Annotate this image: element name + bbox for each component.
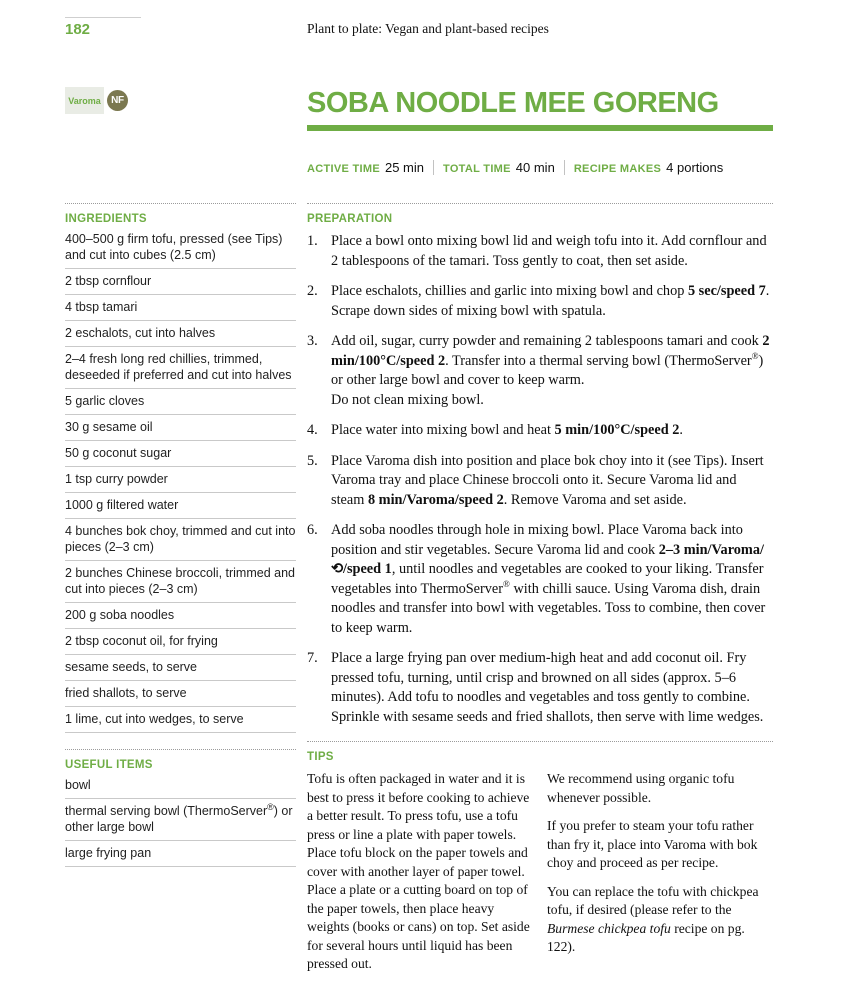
ingredient-item: 1 lime, cut into wedges, to serve: [65, 707, 296, 733]
useful-items-list: [65, 773, 296, 867]
tip-paragraph: [547, 770, 773, 807]
text-segment: . Transfer into a thermal serving bowl (ThermoServer: [445, 352, 752, 369]
ingredient-item: 1000 g filtered water: [65, 493, 296, 519]
text-segment: Do not clean mixing bowl.: [331, 391, 484, 408]
page-number-block: [65, 17, 141, 38]
varoma-badge: Varoma: [65, 87, 104, 114]
running-header: Plant to plate: Vegan and plant-based recipes: [307, 21, 549, 36]
text-segment: Place water into mixing bowl and heat: [331, 422, 555, 438]
machine-setting-text: 5 min/100°C/speed 2: [554, 422, 680, 438]
registered-mark: ®: [751, 350, 759, 361]
page-number: 182: [65, 21, 91, 38]
preparation-step: [307, 649, 773, 727]
machine-setting-text: 2–3 min/Varoma/⟲/speed 1: [331, 541, 764, 577]
useful-item: large frying pan: [65, 841, 296, 867]
text-segment: ) or other large bowl and cover to keep warm.: [331, 352, 764, 388]
preparation-step: [307, 282, 773, 321]
text-segment: . Scrape down sides of mixing bowl with spatula.: [331, 283, 770, 319]
ingredient-item: 30 g sesame oil: [65, 415, 296, 441]
nut-free-badge-icon: NF: [107, 90, 128, 111]
preparation-step: [307, 452, 773, 511]
ingredient-item: 2 tbsp cornflour: [65, 269, 296, 295]
page-number-rule: [65, 17, 141, 18]
tip-paragraph: [307, 770, 533, 974]
ingredient-item: 2 eschalots, cut into halves: [65, 321, 296, 347]
recipe-badges: [65, 87, 128, 114]
ingredient-item: 200 g soba noodles: [65, 603, 296, 629]
tips-column-right: [547, 770, 773, 984]
text-segment: Place a bowl onto mixing bowl lid and weigh tofu into it. Add cornflour and 2 tablespoons of the tamari. Toss gently to coat, then set aside.: [331, 233, 767, 269]
active-time-value: 25 min: [384, 160, 424, 176]
text-segment: thermal serving bowl (ThermoServer: [65, 804, 268, 818]
ingredient-item: 2 tbsp coconut oil, for frying: [65, 629, 296, 655]
ingredient-item: 400–500 g firm tofu, pressed (see Tips) and cut into cubes (2.5 cm): [65, 227, 296, 269]
text-segment: ) or other large bowl: [65, 804, 293, 834]
useful-item: bowl: [65, 773, 296, 799]
text-segment: Add oil, sugar, curry powder and remaining 2 tablespoons tamari and cook: [331, 333, 763, 349]
active-time-label: ACTIVE TIME: [307, 163, 380, 176]
text-segment: If you prefer to steam your tofu rather than fry it, place into Varoma with bok choy and proceed as per recipe.: [547, 818, 758, 870]
ingredient-item: 50 g coconut sugar: [65, 441, 296, 467]
registered-mark: ®: [503, 578, 510, 589]
preparation-section: [307, 203, 773, 727]
text-segment: Tofu is often packaged in water and it is best to press it before cooking to achieve a better result. To press tofu, use a tofu press or line a plate with paper towels. Place tofu block on the paper towels and cover with another layer of paper towel. Place a plate or a cutting board on top of the paper towels, then place heavy weights (books or cans) on top. Set aside for several hours until liquid has been pressed out.: [307, 771, 530, 971]
ingredient-item: 4 bunches bok choy, trimmed and cut into pieces (2–3 cm): [65, 519, 296, 561]
machine-setting-text: 2 min/100°C/speed 2: [331, 333, 770, 369]
recipe-makes: [564, 160, 723, 175]
preparation-steps: [307, 232, 773, 727]
preparation-step: [307, 521, 773, 638]
tips-section: [307, 741, 773, 984]
total-time-label: TOTAL TIME: [443, 163, 511, 176]
text-segment: Place a large frying pan over medium-high heat and add coconut oil. Fry pressed tofu, turning, until crisp and browned on all sides (approx. 5–6 minutes). Add tofu to noodles and vegetables and toss gently to combine. Sprinkle with sesame seeds and fried shallots, then serve with lime wedges.: [331, 650, 764, 725]
active-time: [307, 160, 424, 175]
recipe-makes-value: 4 portions: [666, 160, 724, 176]
useful-items-section: [65, 749, 296, 867]
title-block: [307, 88, 773, 175]
useful-item: [65, 799, 296, 841]
machine-setting-text: 8 min/Varoma/speed 2: [367, 491, 504, 508]
tip-paragraph: [547, 817, 773, 873]
ingredient-item: 1 tsp curry powder: [65, 467, 296, 493]
text-segment: We recommend using organic tofu whenever possible.: [547, 771, 735, 805]
method-column: [307, 203, 773, 984]
recipe-title: SOBA NOODLE MEE GORENG: [307, 87, 719, 119]
text-segment: You can replace the tofu with chickpea tofu, if desired (please refer to the: [547, 883, 759, 917]
preparation-step: [307, 232, 773, 271]
text-segment: Add soba noodles through hole in mixing bowl. Place Varoma back into position and stir vegetables. Secure Varoma lid and cook: [331, 522, 743, 558]
ingredient-item: sesame seeds, to serve: [65, 655, 296, 681]
ingredient-item: fried shallots, to serve: [65, 681, 296, 707]
total-time-value: 40 min: [515, 160, 555, 176]
text-segment: recipe on pg. 122).: [547, 920, 745, 954]
preparation-step: [307, 332, 773, 410]
useful-items-heading: USEFUL ITEMS: [65, 749, 296, 771]
tip-paragraph: [547, 883, 773, 957]
text-segment: , until noodles and vegetables are cooked to your liking. Transfer vegetables into ThermoServer: [331, 561, 764, 597]
italic-reference-text: Burmese chickpea tofu: [547, 920, 671, 936]
tips-columns: [307, 770, 773, 984]
text-segment: Place eschalots, chillies and garlic into mixing bowl and chop: [331, 283, 688, 299]
preparation-heading: PREPARATION: [307, 203, 773, 225]
recipe-meta-row: [307, 160, 773, 175]
preparation-step: [307, 421, 773, 441]
tips-heading: TIPS: [307, 741, 773, 763]
tips-column-left: [307, 770, 533, 984]
text-segment: .: [679, 422, 683, 438]
text-segment: Place Varoma dish into position and place bok choy into it (see Tips). Insert Varoma tray and place Chinese broccoli onto it. Secure Varoma lid and steam: [331, 452, 764, 508]
total-time: [433, 160, 555, 175]
text-segment: . Remove Varoma and set aside.: [503, 491, 687, 508]
recipe-makes-label: RECIPE MAKES: [573, 163, 662, 176]
ingredient-item: 4 tbsp tamari: [65, 295, 296, 321]
text-segment: with chilli sauce. Using Varoma dish, drain noodles and transfer into bowl with vegetables. Toss to combine, then cover to keep warm.: [331, 580, 766, 636]
ingredients-column: [65, 203, 296, 867]
ingredients-list: [65, 227, 296, 733]
title-underline-bar: [307, 125, 773, 131]
registered-mark: ®: [267, 801, 274, 812]
ingredient-item: 5 garlic cloves: [65, 389, 296, 415]
ingredients-heading: INGREDIENTS: [65, 203, 296, 225]
ingredients-section: [65, 203, 296, 733]
ingredient-item: 2 bunches Chinese broccoli, trimmed and cut into pieces (2–3 cm): [65, 561, 296, 603]
ingredient-item: 2–4 fresh long red chillies, trimmed, deseeded if preferred and cut into halves: [65, 347, 296, 389]
machine-setting-text: 5 sec/speed 7: [687, 283, 766, 299]
